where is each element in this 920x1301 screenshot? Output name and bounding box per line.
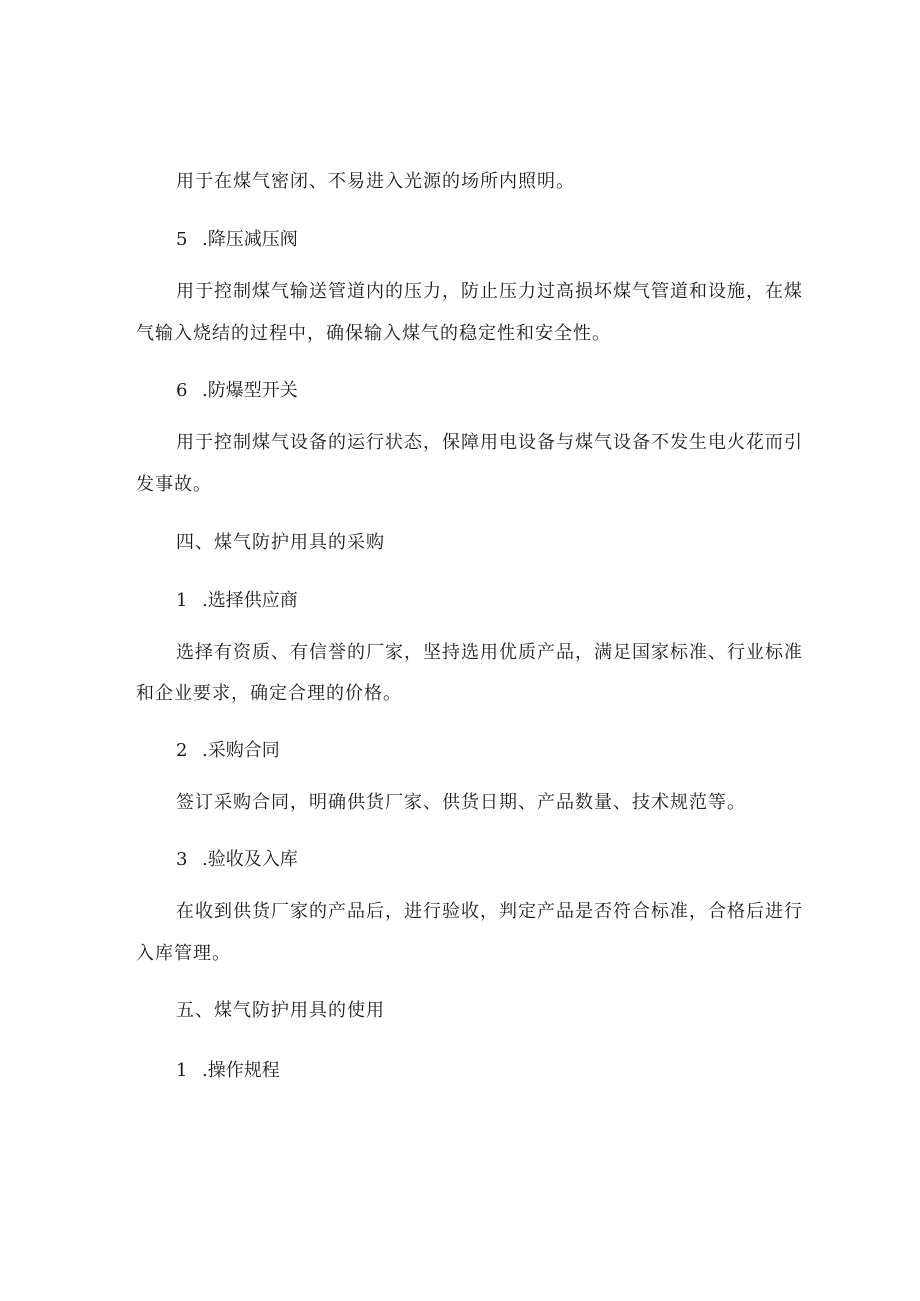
paragraph-supplier-line-2: 和企业要求，确定合理的价格。 — [136, 683, 402, 704]
item-title: .选择供应商 — [202, 590, 298, 611]
item-number: 2 — [176, 740, 188, 761]
item-title: .降压减压阀 — [202, 229, 298, 250]
item-number: 1 — [176, 1060, 188, 1081]
section-heading-4: 四、煤气防护用具的采购 — [176, 532, 385, 553]
paragraph-contract: 签订采购合同，明确供货厂家、供货日期、产品数量、技术规范等。 — [176, 792, 746, 813]
section-heading-5: 五、煤气防护用具的使用 — [176, 1000, 385, 1021]
paragraph-switch-line-1: 用于控制煤气设备的运行状态，保障用电设备与煤气设备不发生电火花而引 — [176, 432, 803, 453]
paragraph-switch-line-2: 发事故。 — [136, 474, 212, 495]
item-title: .防爆型开关 — [202, 380, 298, 401]
paragraph-valve-line-2: 气输入烧结的过程中，确保输入煤气的稳定性和安全性。 — [136, 323, 611, 344]
item-title: .采购合同 — [202, 740, 280, 761]
paragraph-lighting: 用于在煤气密闭、不易进入光源的场所内照明。 — [176, 171, 575, 192]
item-number: 1 — [176, 590, 188, 611]
item-number: 5 — [176, 229, 188, 250]
paragraph-valve-line-1: 用于控制煤气输送管道内的压力，防止压力过高损坏煤气管道和设施，在煤 — [176, 281, 803, 302]
item-title: .操作规程 — [202, 1060, 280, 1081]
item-number: 6 — [176, 380, 188, 401]
paragraph-supplier-line-1: 选择有资质、有信誉的厂家，坚持选用优质产品，满足国家标准、行业标准 — [176, 642, 803, 663]
paragraph-acceptance-line-1: 在收到供货厂家的产品后，进行验收，判定产品是否符合标准，合格后进行 — [176, 901, 803, 922]
item-heading-6 — [176, 380, 836, 402]
item-heading-supplier — [176, 590, 836, 612]
paragraph-acceptance-line-2: 入库管理。 — [136, 943, 231, 964]
item-title: .验收及入库 — [202, 849, 298, 870]
item-heading-procedure — [176, 1060, 836, 1082]
item-heading-contract — [176, 740, 836, 762]
item-number: 3 — [176, 849, 188, 870]
item-heading-5 — [176, 229, 836, 251]
item-heading-acceptance — [176, 849, 836, 871]
